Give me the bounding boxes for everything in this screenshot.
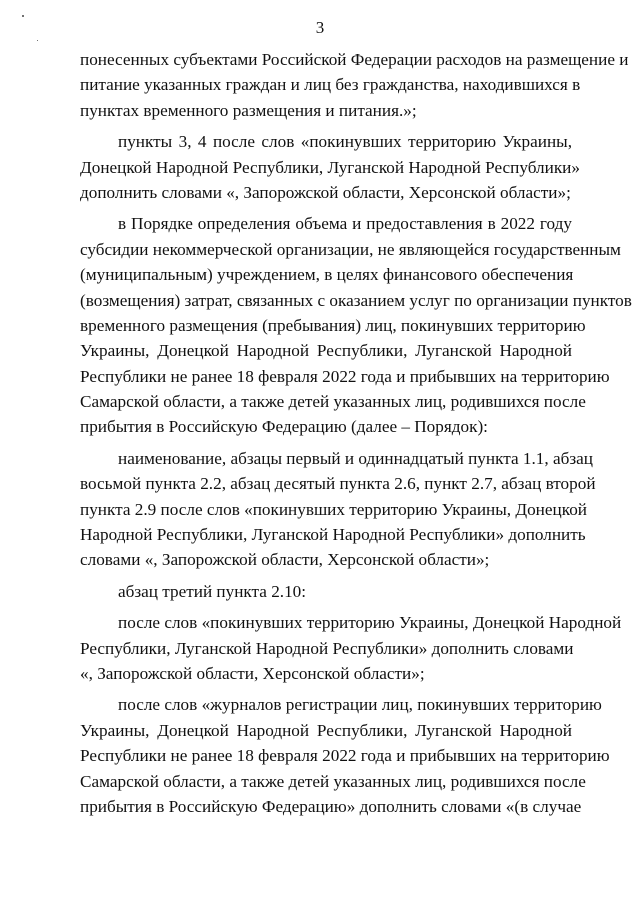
text-line: прибытия в Российскую Федерацию» дополнить словами «(в случае (80, 796, 582, 816)
text-line: Республики не ранее 18 февраля 2022 года и прибывших на территорию (80, 746, 610, 766)
text-line: Самарской области, а также детей указанных лиц, родившихся после (80, 771, 586, 791)
text-line: временного размещения (пребывания) лиц, покинувших территорию (80, 315, 586, 335)
paragraph (80, 610, 622, 686)
paragraph (80, 47, 629, 123)
scan-speck (22, 15, 24, 17)
text-line: «, Запорожской области, Херсонской области»; (80, 663, 425, 683)
text-line: абзац третий пункта 2.10: (118, 581, 307, 601)
document-body (80, 47, 632, 819)
text-line: (муниципальным) учреждением, в целях финансового обеспечения (80, 265, 574, 285)
text-line: прибытия в Российскую Федерацию (далее – Порядок): (80, 417, 488, 437)
page-number: 3 (315, 18, 325, 37)
text-line: Донецкой Народной Республики, Луганской Народной Республики» (80, 157, 580, 177)
text-line: после слов «журналов регистрации лиц, покинувших территорию (118, 695, 602, 715)
paragraph (80, 129, 580, 205)
text-line: (возмещения) затрат, связанных с оказанием услуг по организации пунктов (80, 290, 632, 310)
text-line: пункты 3, 4 после слов «покинувших территорию Украины, (118, 132, 572, 152)
text-line: субсидии некоммерческой организации, не являющейся государственным (80, 239, 621, 259)
text-line: словами «, Запорожской области, Херсонской области»; (80, 550, 490, 570)
paragraph (80, 579, 572, 604)
text-line: питание указанных граждан и лиц без гражданства, находившихся в (80, 75, 581, 95)
scan-speck (37, 40, 38, 41)
text-line: понесенных субъектами Российской Федерации расходов на размещение и (80, 50, 629, 69)
text-line: Самарской области, а также детей указанных лиц, родившихся после (80, 392, 586, 412)
text-line: дополнить словами «, Запорожской области, Херсонской области»; (80, 182, 571, 202)
text-line: наименование, абзацы первый и одиннадцатый пункта 1.1, абзац (118, 448, 593, 468)
text-line: в Порядке определения объема и предоставления в 2022 году (118, 214, 572, 234)
paragraph (80, 211, 632, 440)
text-line: Республики, Луганской Народной Республики» дополнить словами (80, 638, 574, 658)
text-line: Украины, Донецкой Народной Республики, Луганской Народной (80, 341, 572, 361)
text-line: Народной Республики, Луганской Народной Республики» дополнить (80, 525, 586, 545)
text-line: пунктах временного размещения и питания.»; (80, 100, 417, 120)
text-line: Украины, Донецкой Народной Республики, Луганской Народной (80, 720, 572, 740)
text-line: восьмой пункта 2.2, абзац десятый пункта 2.6, пункт 2.7, абзац второй (80, 474, 596, 494)
paragraph (80, 446, 596, 573)
text-line: после слов «покинувших территорию Украины, Донецкой Народной (118, 613, 622, 633)
paragraph (80, 692, 610, 819)
text-line: Республики не ранее 18 февраля 2022 года и прибывших на территорию (80, 366, 610, 386)
text-line: пункта 2.9 после слов «покинувших территорию Украины, Донецкой (80, 499, 587, 519)
